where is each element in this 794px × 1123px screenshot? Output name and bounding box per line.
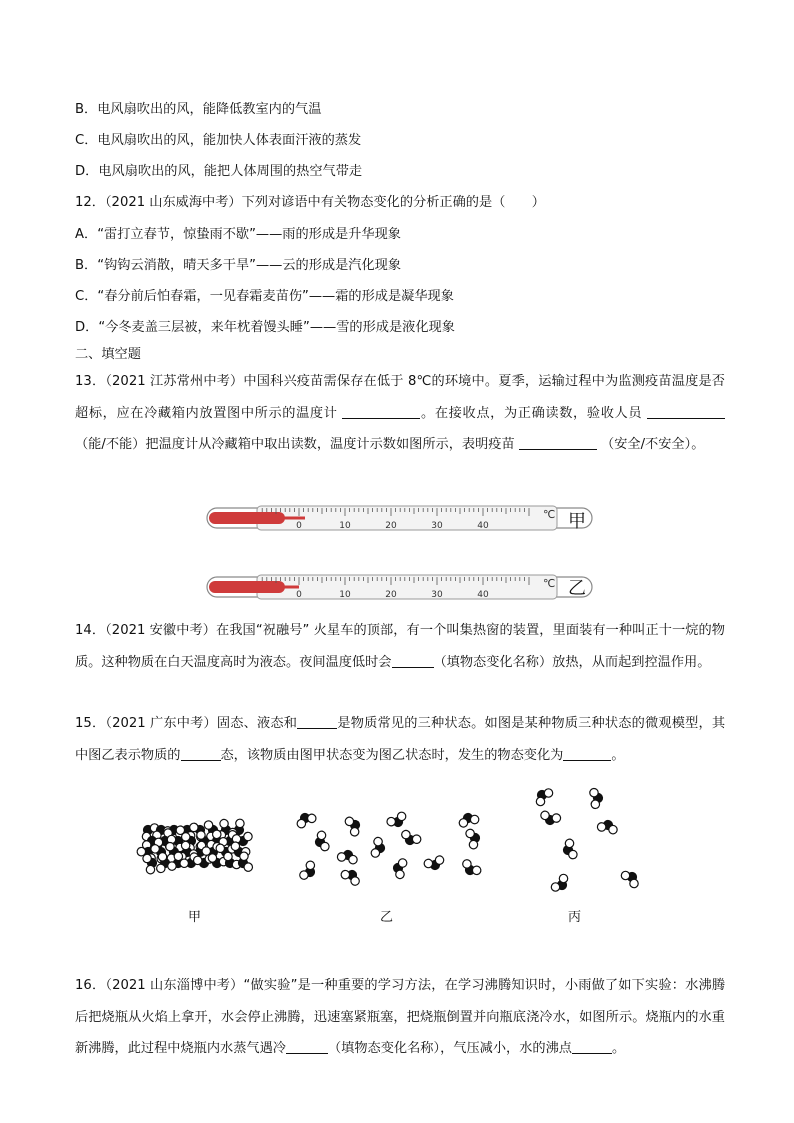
q15-blank-1[interactable] (297, 714, 337, 729)
molecule (341, 816, 362, 837)
q13-blank-3[interactable] (519, 435, 597, 450)
atom (536, 797, 544, 805)
tick-label: 10 (339, 521, 351, 531)
q16-blank-2[interactable] (572, 1039, 612, 1054)
tick-label: 0 (296, 521, 302, 531)
molecule (298, 860, 317, 879)
model-solid (136, 818, 257, 875)
q16-blank-1[interactable] (286, 1039, 328, 1054)
q15-blank-3[interactable] (563, 746, 611, 761)
thermometer-bulb (209, 512, 285, 524)
tick-label: 20 (385, 521, 397, 531)
q11-option-c: C．电风扇吹出的风，能加快人体表面汗液的蒸发 (75, 133, 362, 148)
molecule (365, 836, 388, 859)
q13-part3: （能/不能）把温度计从冷藏箱中取出读数，温度计示数如图所示，表明疫苗 (75, 437, 515, 452)
molecule (312, 830, 335, 853)
thermometer-yi (205, 569, 595, 603)
q13-part1: 13．（2021 江苏常州中考）中国科兴疫苗需保存在低于 8℃的环境中。夏季，运输过程中为监测疫苗温度是否超标，应在冷藏箱内放置图中所示的温度计 (75, 374, 725, 421)
atom (559, 874, 567, 882)
q14-blank-1[interactable] (392, 653, 434, 668)
liquid-column (281, 586, 299, 589)
q15-text (75, 708, 725, 771)
q13-blank-1[interactable] (342, 404, 420, 419)
q11-option-d: D．电风扇吹出的风，能把人体周围的热空气带走 (75, 164, 363, 179)
q16-part3: 。 (611, 1041, 626, 1056)
q13-blank-2[interactable] (647, 404, 725, 419)
tick-label: 30 (431, 521, 443, 531)
molecule (386, 808, 407, 829)
q14-part1: 14．（2021 安徽中考）在我国“祝融号” 火星车的顶部，有一个叫集热窗的装置，里面装有一种叫正十一烷的物质。这种物质在白天温度高时为液态。夜间温度低时会 (75, 623, 725, 670)
tick-label: 0 (296, 590, 302, 600)
tick-label: 20 (385, 590, 397, 600)
tick-label: 40 (477, 521, 489, 531)
thermometer-label-yi: 乙 (568, 578, 586, 599)
molecule (296, 810, 317, 831)
q16-part1: 16．（2021 山东淄博中考）“做实验”是一种重要的学习方法，在学习沸腾知识时，小雨做了如下实验：水沸腾后把烧瓶从火焰上拿开，水会停止沸腾，迅速塞紧瓶塞，把烧瓶倒置并向瓶底浇冷水，如图所示。烧瓶内的水重新沸腾，此过程中烧瓶内水蒸气遇冷 (75, 978, 725, 1056)
molecular-models (130, 780, 670, 900)
q15-part1: 15．（2021 广东中考）固态、液态和 (75, 716, 298, 731)
q16-part2: （填物态变化名称），气压减小，水的沸点 (328, 1041, 572, 1056)
q13-part4: （安全/不安全）。 (601, 437, 705, 452)
unit-label: ℃ (543, 508, 556, 521)
q14-part2: （填物态变化名称）放热，从而起到控温作用。 (433, 654, 711, 670)
tick-label: 30 (431, 590, 443, 600)
molecule (423, 850, 446, 873)
q12-option-a: A．“雷打立春节，惊蛰雨不歇”——雨的形成是升华现象 (75, 227, 401, 242)
q15-blank-2[interactable] (181, 746, 221, 761)
molecule (390, 857, 413, 880)
q12-option-b: B．“钩钩云消散，晴天多干旱”——云的形成是汽化现象 (75, 258, 402, 273)
q12-option-c: C．“春分前后怕春霜，一见春霜麦苗伤”——霜的形成是凝华现象 (75, 289, 454, 304)
q12-option-d: D．“今冬麦盖三层被，来年枕着馒头睡”——雪的形成是液化现象 (75, 320, 455, 335)
q14-text (75, 615, 725, 678)
molecule (401, 826, 422, 847)
thermometer-jia (205, 500, 595, 534)
molecule (462, 858, 481, 877)
model-gas (536, 787, 638, 891)
q11-option-b: B．电风扇吹出的风，能降低教室内的气温 (75, 102, 322, 117)
q12-stem: 12．（2021 山东威海中考）下列对谚语中有关物态变化的分析正确的是（ ） (75, 195, 545, 210)
thermometer-label-jia: 甲 (568, 511, 586, 532)
tick-label: 10 (339, 590, 351, 600)
molecule (560, 838, 583, 861)
q15-part3: 态，该物质由图甲状态变为图乙状态时，发生的物态变化为 (220, 747, 564, 763)
molecule (583, 787, 606, 810)
molecule (536, 789, 552, 806)
q16-text (75, 970, 725, 1065)
q15-part2: 是物质常见的三种状态。如图是某种物质三种状态的微观模型，其中图乙表示物质的 (75, 716, 726, 763)
molecule (336, 847, 359, 870)
model-label-jia: 甲 (188, 910, 202, 925)
model-label-bing: 丙 (568, 910, 582, 925)
liquid-column (281, 517, 305, 520)
q13-text (75, 366, 725, 461)
molecule (596, 817, 619, 840)
section-title: 二、填空题 (75, 347, 141, 362)
molecule (539, 805, 562, 828)
molecule (460, 828, 483, 851)
atom (544, 789, 552, 797)
atom (235, 819, 244, 828)
q13-part2: 。在接收点，为正确读数，验收人员 (420, 405, 643, 421)
atom (621, 871, 629, 879)
atom (224, 852, 232, 860)
molecule (551, 874, 567, 891)
thermometer-bulb (209, 581, 285, 593)
tick-label: 40 (477, 590, 489, 600)
molecule (621, 871, 638, 887)
q15-part4: 。 (611, 747, 625, 763)
model-liquid (296, 808, 483, 887)
unit-label: ℃ (543, 577, 556, 590)
molecule (340, 868, 359, 887)
model-label-yi: 乙 (380, 910, 394, 925)
atom (630, 879, 638, 887)
atom (551, 883, 559, 891)
